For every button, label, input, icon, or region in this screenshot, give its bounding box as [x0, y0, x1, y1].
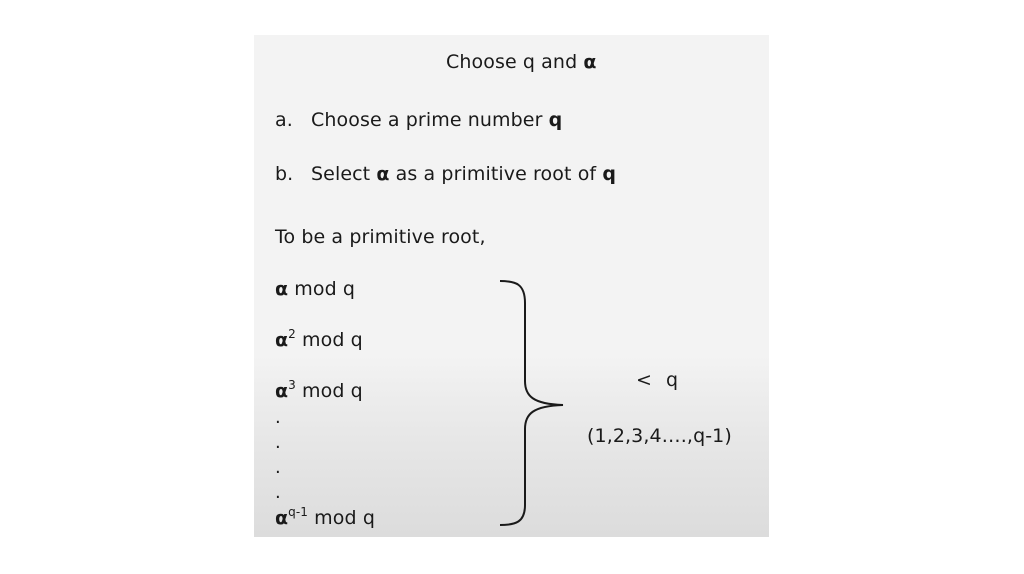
primitive-root-intro: To be a primitive root,	[275, 226, 486, 248]
title-alpha: α	[583, 51, 597, 73]
right-curly-brace	[498, 279, 568, 527]
power-3-exp: 3	[288, 378, 296, 392]
ellipsis-dot: .	[275, 432, 281, 453]
power-q-1-base: α	[275, 507, 289, 529]
step-b-text-mid: as a primitive root of	[389, 163, 603, 185]
power-q-1-suffix: mod q	[308, 507, 375, 529]
ellipsis-dot: .	[275, 457, 281, 478]
step-b-q: q	[602, 163, 617, 185]
ellipsis-dot: .	[275, 407, 281, 428]
step-b-text: Select	[311, 163, 377, 185]
power-2	[275, 327, 363, 351]
slide-title	[446, 51, 597, 73]
power-2-exp: 2	[288, 327, 296, 341]
condition-q: q	[666, 369, 679, 391]
slide	[254, 35, 769, 537]
title-text: Choose q and	[446, 51, 584, 73]
step-a-marker: a.	[275, 109, 293, 131]
step-b-marker: b.	[275, 163, 294, 185]
step-a-text: Choose a prime number	[311, 109, 549, 131]
power-q-1-exp: q-1	[288, 505, 309, 519]
power-3-base: α	[275, 380, 289, 402]
power-1-base: α	[275, 278, 289, 300]
step-a-bold: q	[548, 109, 563, 131]
power-2-base: α	[275, 329, 289, 351]
ellipsis-dot: .	[275, 482, 281, 503]
power-q-1	[275, 505, 375, 529]
step-b-alpha: α	[376, 163, 390, 185]
power-1-suffix: mod q	[288, 278, 356, 300]
power-3-suffix: mod q	[295, 380, 363, 402]
power-2-suffix: mod q	[295, 329, 363, 351]
less-than-symbol: <	[636, 369, 653, 391]
less-than-q	[636, 369, 678, 391]
value-range: (1,2,3,4….,q-1)	[587, 425, 732, 447]
power-1	[275, 276, 355, 300]
power-3	[275, 378, 363, 402]
step-b	[275, 163, 616, 185]
step-a	[275, 109, 562, 131]
